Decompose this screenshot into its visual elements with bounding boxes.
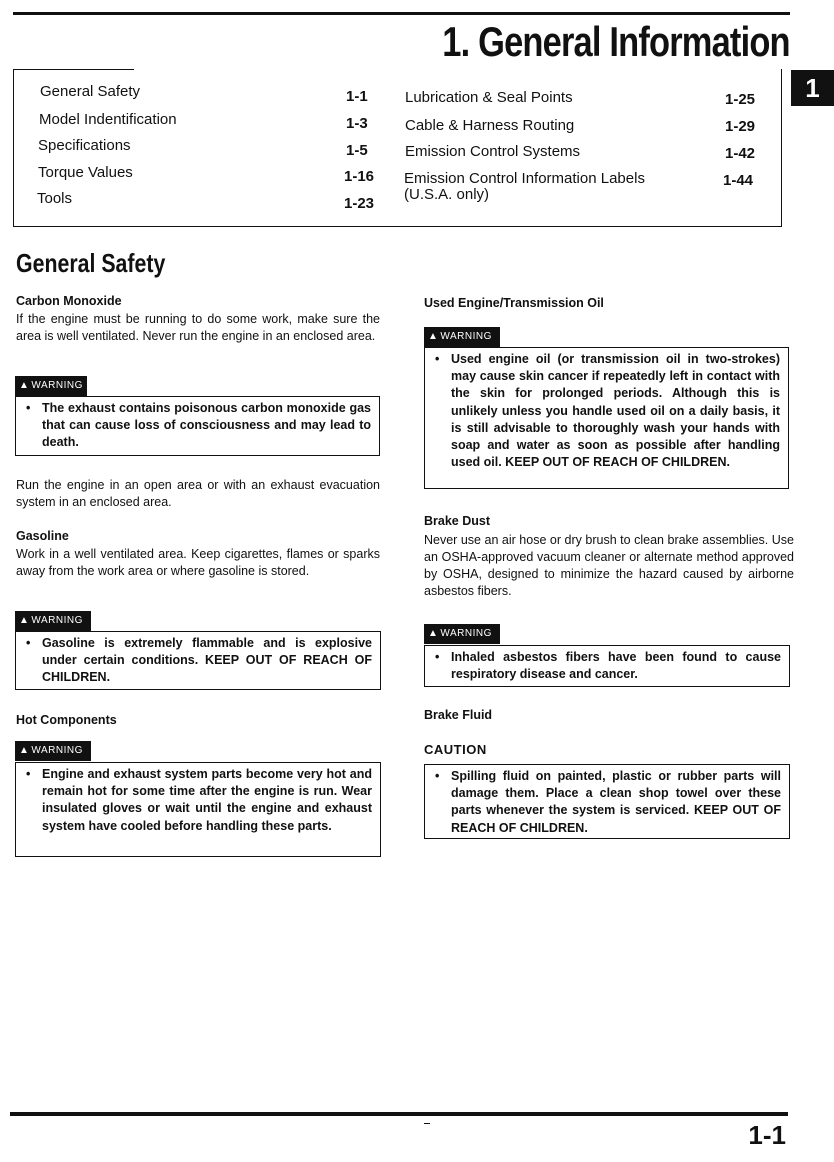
carbon-monoxide-heading: Carbon Monoxide <box>16 294 122 308</box>
warning-text: • Inhaled asbestos fibers have been found to cause respiratory disease and cancer. <box>435 649 781 683</box>
caution-label: CAUTION <box>424 742 487 757</box>
carbon-monoxide-after-text: Run the engine in an open area or with an exhaust evacuation system in an enclosed area. <box>16 478 380 509</box>
warning-label: WARNING <box>31 380 83 391</box>
toc-item-page: 1-5 <box>346 142 368 159</box>
toc-item-label[interactable]: Torque Values <box>38 164 133 181</box>
warning-label: WARNING <box>440 331 492 342</box>
brake-dust-heading: Brake Dust <box>424 514 490 528</box>
toc-item-page: 1-3 <box>346 115 368 132</box>
warning-badge <box>424 624 500 644</box>
warning-triangle-icon: ▲ <box>428 628 439 639</box>
warning-box <box>424 645 790 687</box>
toc-item-page: 1-25 <box>725 91 756 108</box>
toc-item-page: 1-44 <box>723 172 754 189</box>
warning-label: WARNING <box>440 628 492 639</box>
section-title: General Safety <box>16 248 166 278</box>
warning-badge <box>15 376 87 396</box>
warning-badge <box>424 327 500 347</box>
warning-text: • Engine and exhaust system parts become very hot and remain hot for some time after the engine is run. Wear insulated gloves or wait until the engine and exhaust system have cooled before handling these parts. <box>26 766 372 835</box>
warning-box <box>15 396 380 456</box>
caution-box <box>424 764 790 839</box>
used-oil-heading: Used Engine/Transmission Oil <box>424 296 604 310</box>
warning-text: • Gasoline is extremely flammable and is explosive under certain conditions. KEEP OUT OF REACH OF CHILDREN. <box>26 635 372 687</box>
gasoline-text: Work in a well ventilated area. Keep cigarettes, flames or sparks away from the work area or where gasoline is stored. <box>16 547 380 578</box>
toc-item-page: 1-29 <box>725 118 756 135</box>
page-number: 1-1 <box>748 1120 786 1150</box>
toc-item-label-continued: (U.S.A. only) <box>404 186 490 203</box>
brake-fluid-heading: Brake Fluid <box>424 708 493 722</box>
page-tick <box>424 1123 430 1124</box>
toc-item-label[interactable]: General Safety <box>40 83 141 100</box>
warning-label: WARNING <box>31 745 83 756</box>
warning-box <box>424 347 789 489</box>
toc-item-page: 1-42 <box>725 145 756 162</box>
warning-badge <box>15 741 91 761</box>
bottom-rule <box>10 1112 788 1116</box>
warning-label: WARNING <box>31 615 83 626</box>
chapter-title: 1. General Information <box>442 18 790 65</box>
toc-item-page: 1-16 <box>344 168 375 185</box>
warning-box <box>15 762 381 857</box>
toc-item-label[interactable]: Tools <box>37 190 73 207</box>
brake-dust-text: Never use an air hose or dry brush to clean brake assemblies. Use an OSHA-approved vacuum cleaner or alternate method approved by OSHA, designed to minimize the hazard caused by airborne asbestos fibers. <box>424 533 794 598</box>
top-rule <box>13 12 790 15</box>
toc-item-label[interactable]: Emission Control Systems <box>405 143 581 160</box>
gasoline-heading: Gasoline <box>16 529 69 543</box>
toc-item-label[interactable]: Lubrication & Seal Points <box>405 89 573 106</box>
carbon-monoxide-text: If the engine must be running to do some work, make sure the area is well ventilated. Never run the engine in an enclosed area. <box>16 312 380 343</box>
toc-item-page: 1-1 <box>346 88 368 105</box>
warning-triangle-icon: ▲ <box>19 380 30 391</box>
toc-item-label[interactable]: Emission Control Information Labels <box>404 170 645 187</box>
warning-triangle-icon: ▲ <box>428 331 439 342</box>
caution-text: • Spilling fluid on painted, plastic or rubber parts will damage them. Place a clean shop towel over these parts whenever the system is serviced. KEEP OUT OF REACH OF CHILDREN. <box>435 768 781 837</box>
toc-item-label[interactable]: Specifications <box>38 137 131 154</box>
toc-item-label[interactable]: Cable & Harness Routing <box>405 117 575 134</box>
warning-box <box>15 631 381 690</box>
table-of-contents <box>13 69 782 227</box>
warning-triangle-icon: ▲ <box>19 745 30 756</box>
chapter-tab: 1 <box>791 70 834 106</box>
toc-item-label[interactable]: Model Indentification <box>39 111 177 128</box>
warning-text: • Used engine oil (or transmission oil in two-strokes) may cause skin cancer if repeatedly left in contact with the skin for prolonged periods. Although this is unlikely unless you handle used oil on a daily basis, it is still advisable to thoroughly wash your hands with soap and water as soon as possible after handling used oil. KEEP OUT OF REACH OF CHILDREN. <box>435 351 780 471</box>
warning-badge <box>15 611 91 631</box>
hot-components-heading: Hot Components <box>16 713 117 727</box>
warning-text: • The exhaust contains poisonous carbon monoxide gas that can cause loss of consciousness and may lead to death. <box>26 400 371 452</box>
toc-item-page: 1-23 <box>344 195 375 212</box>
warning-triangle-icon: ▲ <box>19 615 30 626</box>
